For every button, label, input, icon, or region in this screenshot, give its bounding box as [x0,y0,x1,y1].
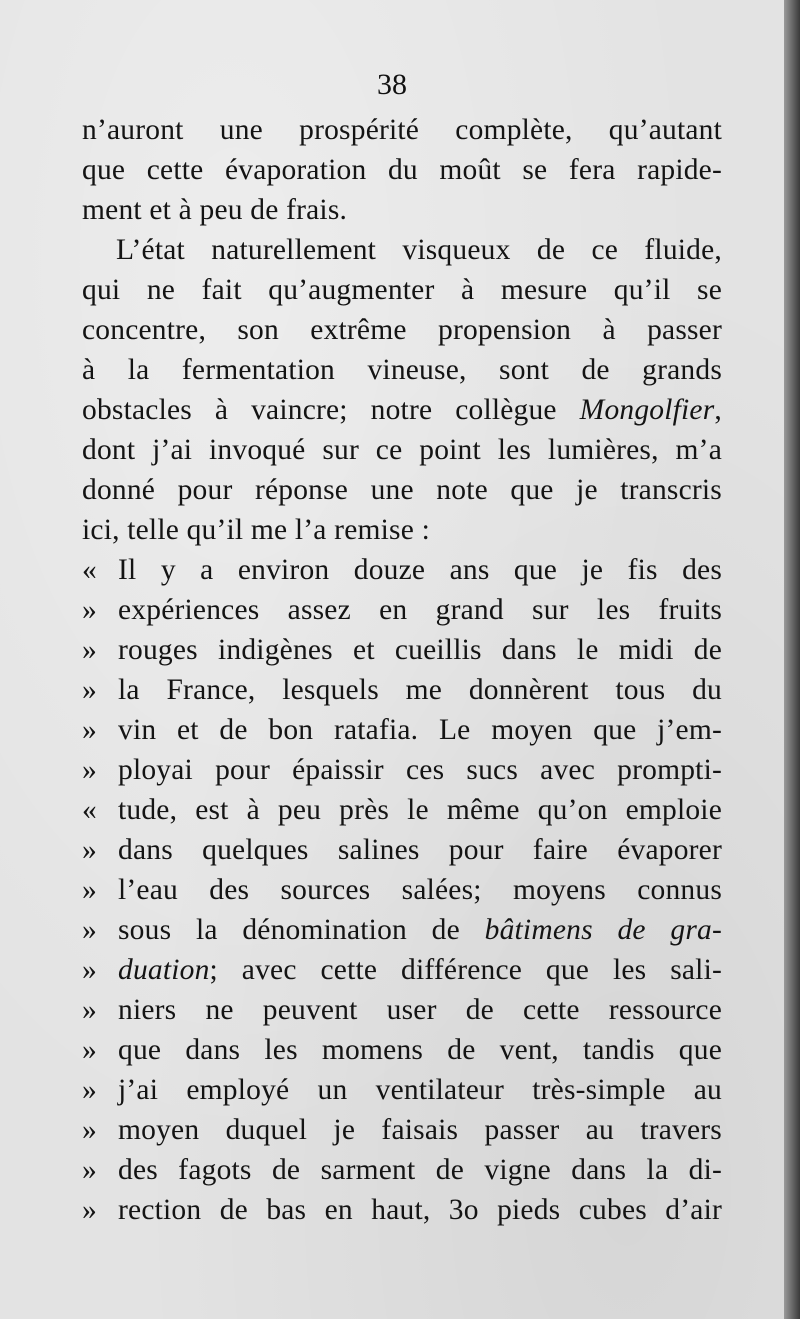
text-line [82,350,722,390]
line-text: à la fermentation vineuse, sont de grands [82,354,722,386]
italic-text: Mongolfier [579,394,715,426]
text-line [82,910,722,950]
text-line [82,670,722,710]
line-text: donné pour réponse une note que je transcris [82,474,722,506]
quote-mark: » [82,594,97,626]
line-text: qui ne fait qu’augmenter à mesure qu’il se [82,274,722,306]
line-text: ici, telle qu’il me l’a remise : [82,514,430,546]
text-line [82,510,722,550]
quote-mark: » [82,1154,97,1186]
quote-mark: » [82,874,97,906]
text-line [82,430,722,470]
text-line [82,310,722,350]
quote-mark: « [82,554,97,586]
quote-mark: » [82,834,97,866]
quote-mark: » [82,714,97,746]
quote-mark: » [82,1114,97,1146]
text-line [82,870,722,910]
italic-text: duation [118,954,210,986]
text-line [82,230,722,270]
text-line [82,1190,722,1230]
line-text: vin et de bon ratafia. Le moyen que j’em- [118,714,722,746]
text-line [82,990,722,1030]
line-text: obstacles à vaincre; notre collègue [82,394,580,426]
line-text: n’auront une prospérité complète, qu’autant [82,114,722,146]
text-line [82,950,722,990]
body-text [82,110,722,1230]
quote-mark: » [82,674,97,706]
line-text: la France, lesquels me donnèrent tous du [118,674,722,706]
line-text: Il y a environ douze ans que je fis des [118,554,722,586]
text-line [82,1070,722,1110]
text-line [82,590,722,630]
text-line [82,1030,722,1070]
text-line [82,550,722,590]
line-text: moyen duquel je faisais passer au travers [118,1114,722,1146]
text-line [82,110,722,150]
line-text: , [714,394,722,426]
line-text: que dans les momens de vent, tandis que [118,1034,722,1066]
quote-mark: » [82,1074,97,1106]
line-text: j’ai employé un ventilateur très-simple au [118,1074,722,1106]
page-number: 38 [377,68,407,101]
line-text: concentre, son extrême propension à passer [82,314,722,346]
line-text: niers ne peuvent user de cette ressource [118,994,722,1026]
line-text: dont j’ai invoqué sur ce point les lumières, m’a [82,434,722,466]
text-line [82,630,722,670]
text-line [82,750,722,790]
line-text: ployai pour épaissir ces sucs avec prompti- [118,754,722,786]
line-text: tude, est à peu près le même qu’on emploie [118,794,722,826]
text-line [82,790,722,830]
text-line [82,390,722,430]
text-line [82,1150,722,1190]
text-line [82,830,722,870]
line-text: rouges indigènes et cueillis dans le midi de [118,634,722,666]
line-text: rection de bas en haut, 3o pieds cubes d’air [118,1194,722,1226]
line-text: des fagots de sarment de vigne dans la di- [118,1154,722,1186]
quote-mark: » [82,1194,97,1226]
quote-mark: » [82,634,97,666]
text-line [82,190,722,230]
quote-mark: » [82,1034,97,1066]
quote-mark: » [82,754,97,786]
line-text: ; avec cette différence que les sali- [209,954,722,986]
text-line [82,150,722,190]
quote-mark: « [82,794,97,826]
line-text: ment et à peu de frais. [82,194,348,226]
line-text: expériences assez en grand sur les fruits [118,594,722,626]
page-edge-shadow [784,0,800,1319]
quote-mark: » [82,994,97,1026]
line-text: l’eau des sources salées; moyens connus [118,874,722,906]
text-line [82,710,722,750]
line-text: dans quelques salines pour faire évaporer [118,834,722,866]
text-line [82,270,722,310]
line-text: L’état naturellement visqueux de ce fluide, [116,234,722,266]
italic-text: bâtimens de gra- [484,914,722,946]
quote-mark: » [82,954,97,986]
text-line [82,1110,722,1150]
line-text: sous la dénomination de [118,914,485,946]
quote-mark: » [82,914,97,946]
line-text: que cette évaporation du moût se fera rapide- [82,154,722,186]
text-line [82,470,722,510]
